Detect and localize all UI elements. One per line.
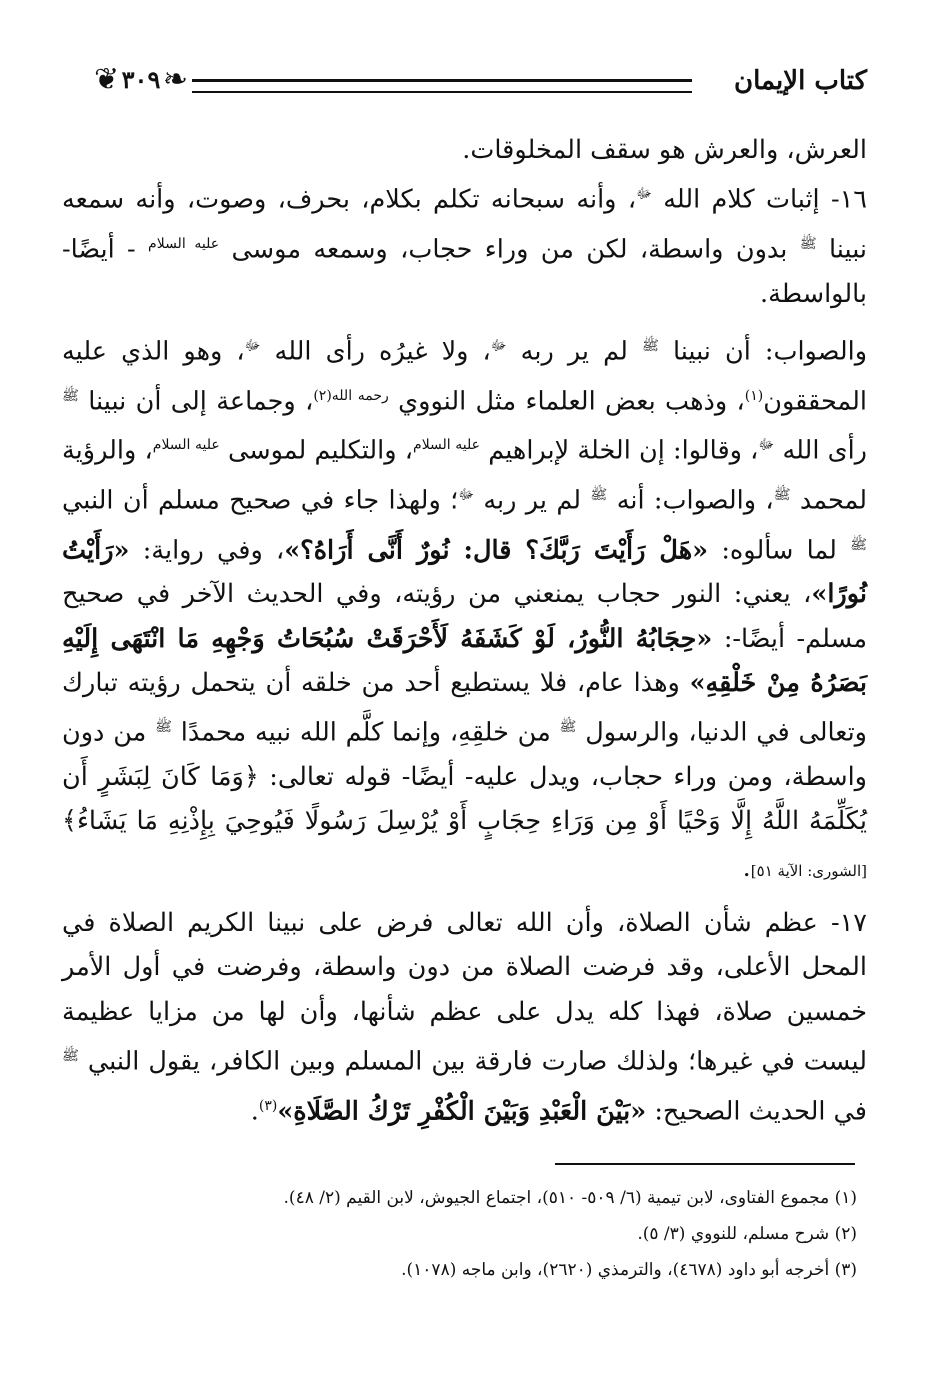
- honorific-symbol: عليه السلام: [148, 235, 220, 252]
- footnote-2: (٢) شرح مسلم، للنووي (٣/ ٥).: [637, 1224, 857, 1244]
- paragraph-correct-view: والصواب: أن نبينا $^ﷺ$ لم ير ربه $^ﷻ$، ولا غيرُه رأى الله $^ﷻ$، وهو الذي عليه المحققون$^{(١)}$، وذهب بعض العلماء مثل النووي $^{رحمه الله(٢)}$، وجماعة إلى أن نبينا $^ﷺ$ رأى الله $^ﷻ$، وقالوا: إن الخلة لإبراهيم $^{عليه السلام}$، والتكليم لموسى $^{عليه السلام}$، والرؤية لمحمد $^ﷺ$، والصواب: أنه $^ﷺ$ لم ير ربه $^ﷻ$؛ ولهذا جاء في صحيح مسلم أن النبي $^ﷺ$ لما سألوه: «هَلْ رَأَيْتَ رَبَّكَ؟ قال: نُورٌ أَنَّى أَرَاهُ؟»، وفي رواية: «رَأَيْتُ نُورًا»، يعني: النور حجاب يمنعني من رؤيته، وفي الحديث الآخر في صحيح مسلم- أيضًا-: «حِجَابُهُ النُّورُ، لَوْ كَشَفَهُ لَأَحْرَقَتْ سُبُحَاتُ وَجْهِهِ مَا انْتَهَى إِلَيْهِ بَصَرُهُ مِنْ خَلْقِهِ» وهذا عام، فلا يستطيع أحد من خلقه أن يتحمل رؤيته تبارك وتعالى في الدنيا، والرسول $^ﷺ$ من خلقِهِ، وإنما كلَّم الله نبيه محمدًا $^ﷺ$ من دون واسطة، ومن وراء حجاب، ويدل عليه- أيضًا- قوله تعالى: ﴿وَمَا كَانَ لِبَشَرٍ أَن يُكَلِّمَهُ اللَّهُ إِلَّا وَحْيًا أَوْ مِن وَرَاءِ حِجَابٍ أَوْ يُرْسِلَ رَسُولًا فَيُوحِيَ بِإِذْنِهِ مَا يَشَاءُ﴾ [الشورى: الآية ٥١].: [62, 336, 868, 884]
- honorific-symbol: ﷺ: [850, 536, 867, 553]
- paragraph-17: ١٧- عظم شأن الصلاة، وأن الله تعالى فرض على نبينا الكريم الصلاة في المحل الأعلى، وقد فرضت الصلاة من دون واسطة، وفرضت في أول الأمر خمسين صلاة، فهذا كله يدل على عظم شأنها، وأن لها من مزايا عظيمة ليست في غيرها؛ ولذلك صارت فارقة بين المسلم وبين الكافر، يقول النبي $^ﷺ$ في الحديث الصحيح: «بَيْنَ الْعَبْدِ وَبَيْنَ الْكُفْرِ تَرْكُ الصَّلَاةِ»$^{(٣)}$.: [62, 908, 867, 1127]
- footnote-1: (١) مجموع الفتاوى، لابن تيمية (٦/ ٥٠٩- ٥١٠)، اجتماع الجيوش، لابن القيم (٢/ ٤٨).: [283, 1188, 857, 1208]
- honorific-symbol: ﷺ: [62, 387, 79, 404]
- honorific-symbol: ﷺ: [62, 1047, 79, 1064]
- honorific-symbol: ﷻ: [244, 337, 261, 354]
- page-header: [92, 52, 867, 108]
- paragraph-16: ١٦- إثبات كلام الله $^ﷻ$، وأنه سبحانه تكلم بكلام، بحرف، وصوت، وأنه سمعه نبينا $^ﷺ$ بدون واسطة، لكن من وراء حجاب، وسمعه موسى $^{عليه السلام}$ - أيضًا- بالواسطة.: [62, 184, 867, 309]
- honorific-symbol: ﷺ: [773, 486, 791, 503]
- page-number-frame: [92, 58, 190, 102]
- hadith-quote: «بَيْنَ الْعَبْدِ وَبَيْنَ الْكُفْرِ تَرْكُ الصَّلَاةِ»: [277, 1096, 647, 1127]
- footnote-separator: [555, 1163, 855, 1165]
- running-title: كتاب الإيمان: [733, 66, 867, 96]
- hadith-quote: «هَلْ رَأَيْتَ رَبَّكَ؟ قال: نُورٌ أَنَّى أَرَاهُ؟»: [284, 535, 709, 566]
- quran-verse: ﴿وَمَا كَانَ لِبَشَرٍ أَن يُكَلِّمَهُ اللَّهُ إِلَّا وَحْيًا أَوْ مِن وَرَاءِ حِجَابٍ أَوْ يُرْسِلَ رَسُولًا فَيُوحِيَ بِإِذْنِهِ مَا يَشَاءُ﴾: [62, 761, 867, 836]
- hadith-quote: «رَأَيْتُ نُورًا»: [62, 535, 867, 610]
- honorific-symbol: ﷺ: [590, 486, 608, 503]
- footnote-ref-3[interactable]: (٣): [258, 1097, 278, 1114]
- honorific-symbol: ﷻ: [758, 437, 775, 454]
- footnotes: [62, 1180, 857, 1288]
- verse-reference: [الشورى: الآية ٥١]: [750, 862, 867, 881]
- honorific-symbol: عليه السلام: [152, 437, 220, 454]
- paragraph-1: العرش، والعرش هو سقف المخلوقات.: [462, 135, 867, 165]
- honorific-symbol: ﷻ: [458, 486, 475, 503]
- footnote-ref-2[interactable]: (٢): [313, 387, 332, 404]
- honorific-symbol: ﷻ: [636, 186, 652, 203]
- footnote-3: (٣) أخرجه أبو داود (٤٦٧٨)، والترمذي (٢٦٢٠)، وابن ماجه (١٠٧٨).: [401, 1260, 857, 1280]
- footnote-ref-1[interactable]: (١): [744, 387, 764, 404]
- honorific-symbol: رحمه الله: [331, 387, 389, 404]
- ornament-right-icon: ❧: [162, 62, 188, 97]
- header-rule: [192, 79, 692, 93]
- hadith-quote: «حِجَابُهُ النُّورُ، لَوْ كَشَفَهُ لَأَحْرَقَتْ سُبُحَاتُ وَجْهِهِ مَا انْتَهَى إِلَيْهِ بَصَرُهُ مِنْ خَلْقِهِ»: [62, 623, 867, 698]
- honorific-symbol: عليه السلام: [413, 437, 480, 454]
- honorific-symbol: ﷺ: [559, 718, 577, 735]
- main-text: [62, 128, 867, 1133]
- honorific-symbol: ﷺ: [799, 235, 817, 252]
- honorific-symbol: ﷺ: [641, 337, 659, 354]
- honorific-symbol: ﷻ: [490, 337, 507, 354]
- honorific-symbol: ﷺ: [155, 718, 172, 735]
- page-number: ٣٠٩: [121, 65, 161, 94]
- ornament-left-icon: ❦: [94, 62, 120, 97]
